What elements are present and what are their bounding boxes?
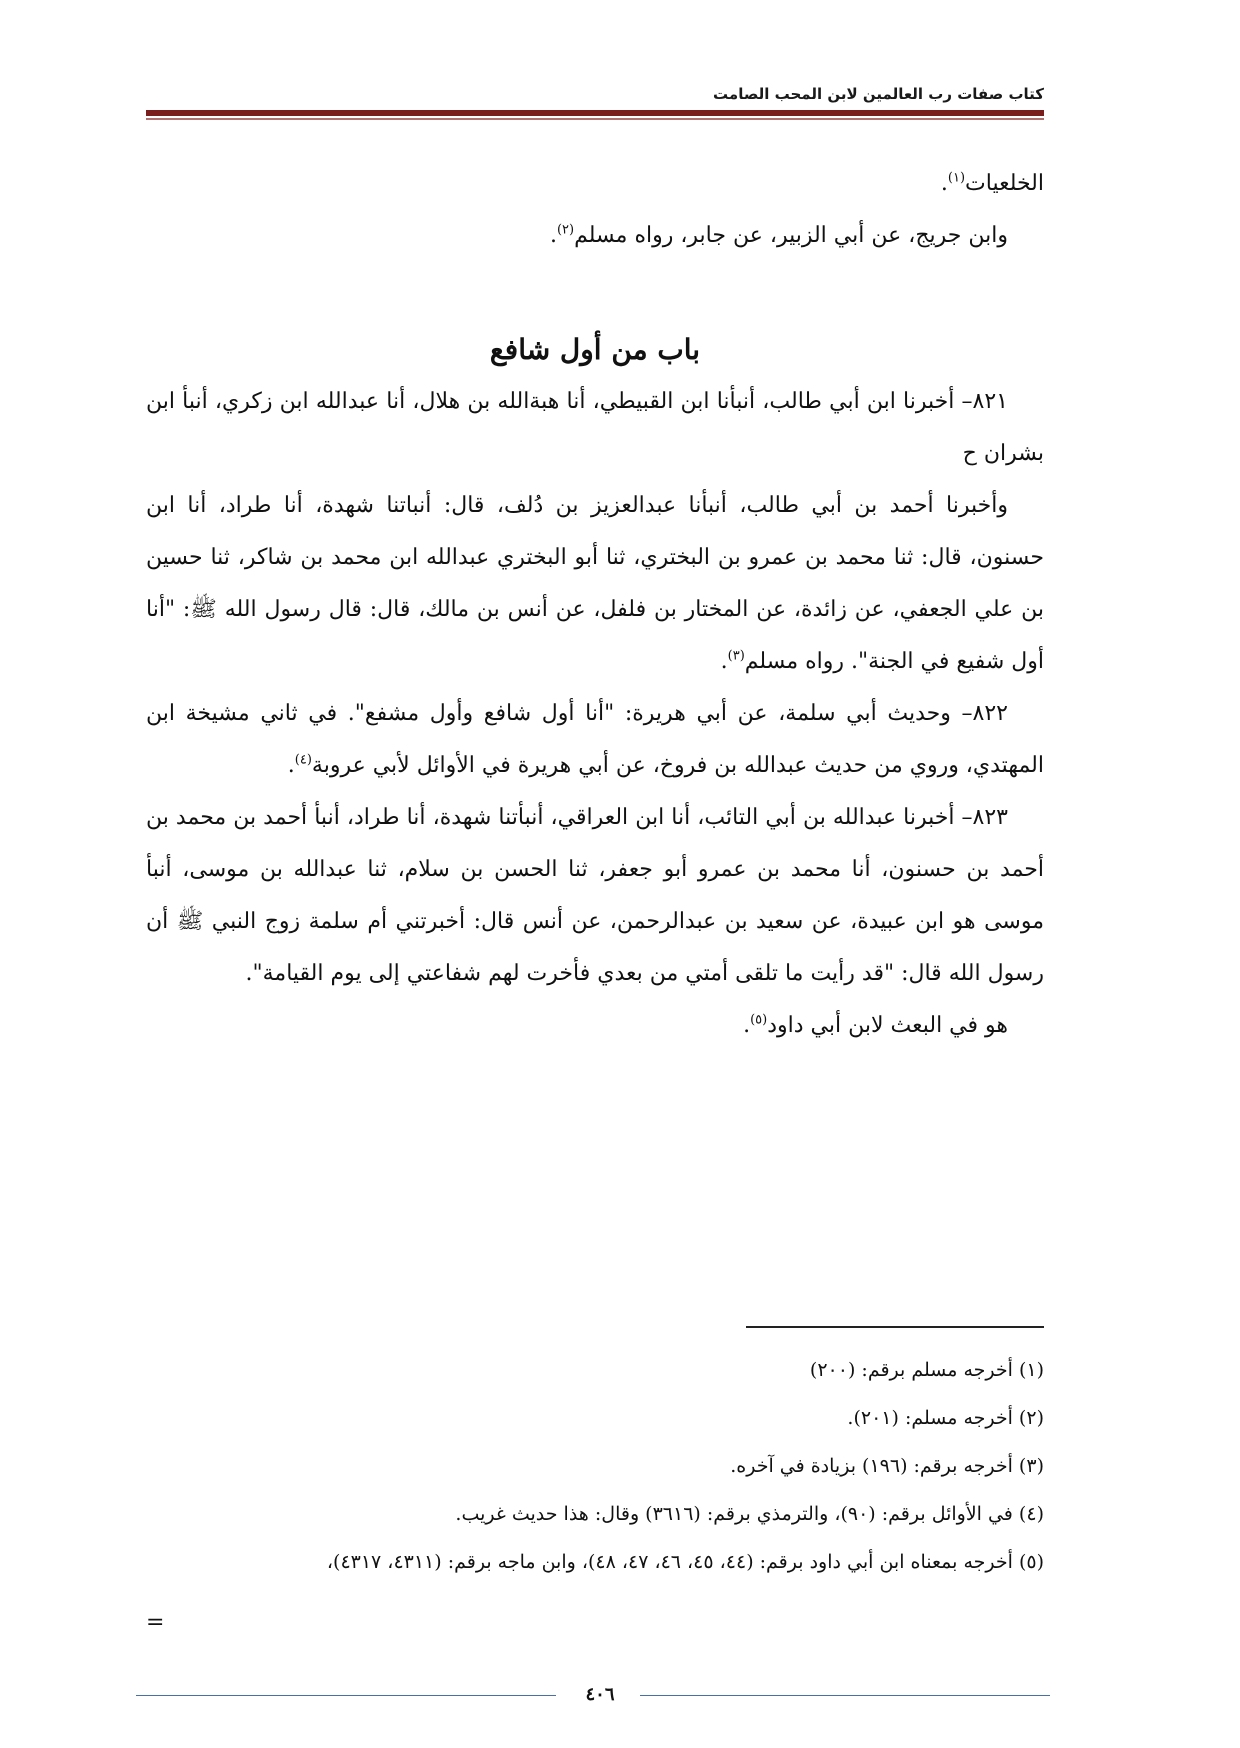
text-span: . — [940, 171, 948, 196]
footnotes — [146, 1346, 1044, 1586]
header-divider-thin — [146, 118, 1044, 120]
paragraph-822 — [146, 688, 1044, 792]
text-line — [146, 158, 1044, 210]
section-heading: باب من أول شافع — [489, 333, 701, 366]
footnote-divider — [746, 1326, 1044, 1328]
main-text — [146, 158, 1044, 1052]
footnote-item: (٥) أخرجه بمعناه ابن أبي داود برقم: (٤٤، ٤٥، ٤٦، ٤٧، ٤٨)، وابن ماجه برقم: (٤٣١١، ٤٣١٧)، — [326, 1551, 1044, 1573]
header-divider — [146, 110, 1044, 116]
footnote-item: (٤) في الأوائل برقم: (٩٠)، والترمذي برقم: (٣٦١٦) وقال: هذا حديث غريب. — [455, 1503, 1044, 1525]
paragraph-821: ٨٢١– أخبرنا ابن أبي طالب، أنبأنا ابن القبيطي، أنا هبةالله بن هلال، أنا عبدالله ابن زكري، أنبأ ابن بشران ح — [146, 389, 1044, 466]
footnote-ref: (١) — [947, 170, 966, 186]
text-span: الخلعيات — [965, 171, 1044, 196]
footnote-item: (١) أخرجه مسلم برقم: (٢٠٠) — [809, 1359, 1044, 1381]
text-span: ٨٢٢– وحديث أبي سلمة، عن أبي هريرة: "أنا أول شافع وأول مشفع". في ثاني مشيخة ابن المهتدي، وروي من حديث عبدالله بن فروخ، عن أبي هريرة في الأوائل لأبي عروبة — [146, 701, 1044, 778]
text-span: . — [287, 753, 295, 778]
text-line — [146, 210, 1044, 262]
continuation-mark: = — [146, 1610, 165, 1635]
running-header-title: كتاب صفات رب العالمين لابن المحب الصامت — [713, 85, 1044, 103]
footer-divider-left — [136, 1695, 556, 1696]
text-span: . — [743, 1013, 751, 1038]
paragraph-823: ٨٢٣– أخبرنا عبدالله بن أبي التائب، أنا ابن العراقي، أنبأتنا شهدة، أنا طراد، أنبأ أحمد بن محمد بن أحمد بن حسنون، أنا محمد بن عمرو أبو جعفر، ثنا الحسن بن سلام، ثنا عبدالله بن موسى، أنبأ موسى هو ابن عبيدة، عن سعيد بن عبدالرحمن، عن أنس قال: أخبرتني أم سلمة زوج النبي ﷺ أن رسول الله قال: "قد رأيت ما تلقى أمتي من بعدي فأخرت لهم شفاعتي إلى يوم القيامة". — [146, 805, 1044, 986]
text-span: . — [720, 649, 728, 674]
footnote-item: (٢) أخرجه مسلم: (٢٠١). — [847, 1407, 1044, 1429]
footnote-ref: (٤) — [294, 752, 312, 768]
footnote-ref: (٢) — [556, 222, 575, 238]
footnote-item: (٣) أخرجه برقم: (١٩٦) بزيادة في آخره. — [730, 1455, 1044, 1477]
text-span: هو في البعث لابن أبي داود — [767, 1013, 1008, 1038]
page-number: ٤٠٦ — [585, 1684, 615, 1705]
footnote-ref: (٥) — [750, 1012, 768, 1028]
text-span: وأخبرنا أحمد بن أبي طالب، أنبأنا عبدالعزيز بن دُلف، قال: أنباتنا شهدة، أنا طراد، أنا ابن حسنون، قال: ثنا محمد بن عمرو بن البختري، ثنا أبو البختري عبدالله ابن محمد بن شاكر، ثنا حسين بن علي الجعفي، عن زائدة، عن المختار بن فلفل، عن أنس بن مالك، قال: قال رسول الله ﷺ: "أنا أول شفيع في الجنة". رواه مسلم — [146, 493, 1044, 674]
paragraph-821-chain — [146, 480, 1044, 688]
text-span: وابن جريج، عن أبي الزبير، عن جابر، رواه مسلم — [574, 223, 1008, 248]
footer-divider-right — [640, 1695, 1050, 1696]
text-span: . — [549, 223, 557, 248]
footnote-ref: (٣) — [727, 648, 745, 664]
paragraph-823-note — [146, 1000, 1044, 1052]
